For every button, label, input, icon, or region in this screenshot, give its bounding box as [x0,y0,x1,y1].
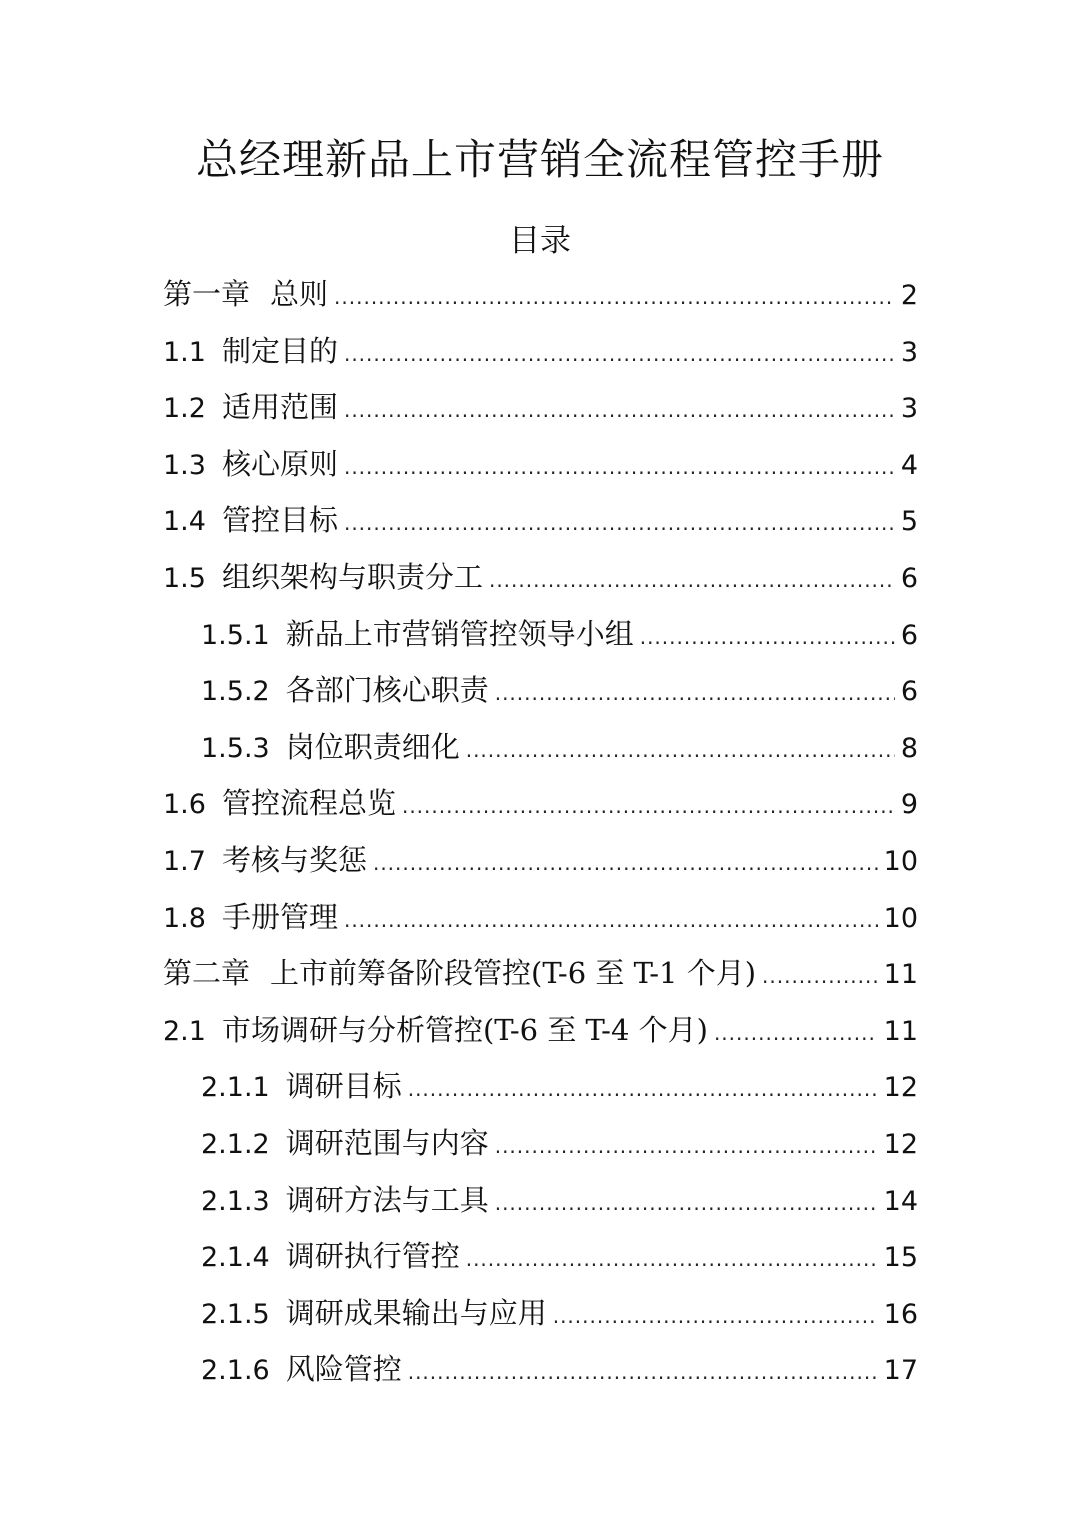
toc-entry[interactable] [163,385,918,442]
toc-entry-page: 9 [900,789,918,821]
toc-leader-dots [714,1021,878,1045]
toc-entry-title: 各部门核心职责 [285,673,489,708]
toc-entry-number: 1.6 [163,789,206,821]
toc-leader-dots [640,625,895,649]
toc-entry[interactable] [163,1121,918,1178]
toc-entry-title: 调研目标 [285,1069,402,1104]
toc-entry-page: 3 [900,336,918,368]
toc-leader-dots [466,738,895,762]
toc-entry-number: 2.1.2 [201,1128,270,1160]
toc-entry-number: 2.1.6 [201,1355,270,1387]
toc-entry-number: 第一章 [163,277,251,311]
toc-entry-number: 1.5 [163,562,206,594]
toc-entry-number: 2.1.1 [201,1072,270,1104]
toc-entry-number: 1.5.3 [201,732,270,764]
toc-entry-title: 核心原则 [221,446,338,481]
toc-entry-title: 调研方法与工具 [285,1182,489,1217]
toc-entry-title: 考核与奖惩 [221,842,367,877]
toc-entry-title: 组织架构与职责分工 [221,559,483,594]
toc-entry-number: 2.1.3 [201,1185,270,1217]
toc-entry-title: 调研执行管控 [285,1239,460,1274]
toc-leader-dots [408,1360,878,1384]
toc-entry[interactable] [163,668,918,725]
toc-entry-page: 6 [900,676,918,708]
toc-leader-dots [408,1077,878,1101]
toc-entry-title: 新品上市营销管控领导小组 [285,616,634,651]
toc-entry-page: 5 [900,506,918,538]
toc-leader-dots [762,964,878,988]
toc-entry-page: 8 [900,732,918,764]
toc-entry[interactable] [163,555,918,612]
toc-entry-number: 2.1.5 [201,1298,270,1330]
toc-entry[interactable] [163,442,918,499]
toc-leader-dots [344,511,895,535]
toc-leader-dots [334,285,895,309]
toc-entry-number: 1.2 [163,393,206,425]
document-title: 总经理新品上市营销全流程管控手册 [195,135,884,184]
toc-entry-number: 1.5.2 [201,676,270,708]
toc-leader-dots [344,908,878,932]
toc-entry-title: 适用范围 [221,390,338,425]
toc-entry-page: 10 [883,902,918,934]
toc-entry-number: 2.1.4 [201,1242,270,1274]
toc-leader-dots [344,342,895,366]
toc-entry-title: 管控目标 [221,503,338,538]
toc-leader-dots [373,851,878,875]
toc-leader-dots [489,568,895,592]
toc-entry-page: 11 [883,959,918,991]
toc-entry-page: 12 [883,1072,918,1104]
toc-entry-title: 市场调研与分析管控(T-6 至 T-4 个月) [221,1012,708,1047]
toc-entry-number: 1.7 [163,845,206,877]
toc-entry[interactable] [163,1178,918,1235]
toc-entry[interactable] [163,1347,918,1404]
toc-entry-number: 1.5.1 [201,619,270,651]
toc-entry-page: 3 [900,393,918,425]
toc-entry[interactable] [163,1291,918,1348]
toc-entry-page: 2 [900,280,918,311]
toc-leader-dots [495,1134,878,1158]
toc-entry-page: 10 [883,845,918,877]
toc-leader-dots [495,1191,878,1215]
toc-entry-number: 2.1 [163,1015,206,1047]
toc-entry[interactable] [163,272,918,329]
toc-entry-page: 14 [883,1185,918,1217]
toc-entry-title: 调研成果输出与应用 [285,1295,547,1330]
toc-entry-number: 1.4 [163,506,206,538]
toc-entry[interactable] [163,725,918,782]
toc-entry[interactable] [163,781,918,838]
toc-entry-page: 6 [900,562,918,594]
toc-entry-title: 管控流程总览 [221,786,396,821]
toc-entry[interactable] [163,895,918,952]
toc-leader-dots [402,794,895,818]
toc-entry-title: 上市前筹备阶段管控(T-6 至 T-1 个月) [270,956,757,991]
table-of-contents [163,272,918,1404]
toc-entry-title: 制定目的 [221,333,338,368]
toc-entry-number: 1.1 [163,336,206,368]
toc-leader-dots [553,1304,878,1328]
toc-entry-page: 15 [883,1242,918,1274]
toc-entry-number: 1.8 [163,902,206,934]
toc-entry-page: 17 [883,1355,918,1387]
toc-entry-page: 4 [900,449,918,481]
toc-entry-title: 调研范围与内容 [285,1125,489,1160]
toc-heading: 目录 [509,223,571,259]
toc-entry-title: 岗位职责细化 [285,729,460,764]
toc-entry[interactable] [163,838,918,895]
toc-leader-dots [466,1247,878,1271]
toc-leader-dots [344,398,895,422]
toc-entry-number: 1.3 [163,449,206,481]
toc-entry-page: 6 [900,619,918,651]
toc-entry-page: 16 [883,1298,918,1330]
toc-entry[interactable] [163,1234,918,1291]
toc-entry[interactable] [163,1064,918,1121]
toc-entry-page: 11 [883,1015,918,1047]
toc-entry[interactable] [163,329,918,386]
toc-entry[interactable] [163,612,918,669]
toc-entry-title: 风险管控 [285,1352,402,1387]
toc-entry-title: 总则 [270,277,329,311]
toc-entry-title: 手册管理 [221,899,338,934]
toc-leader-dots [344,455,895,479]
toc-entry-number: 第二章 [163,956,251,991]
toc-entry[interactable] [163,951,918,1008]
toc-leader-dots [495,681,895,705]
toc-entry-page: 12 [883,1128,918,1160]
toc-entry[interactable] [163,1008,918,1065]
toc-entry[interactable] [163,498,918,555]
